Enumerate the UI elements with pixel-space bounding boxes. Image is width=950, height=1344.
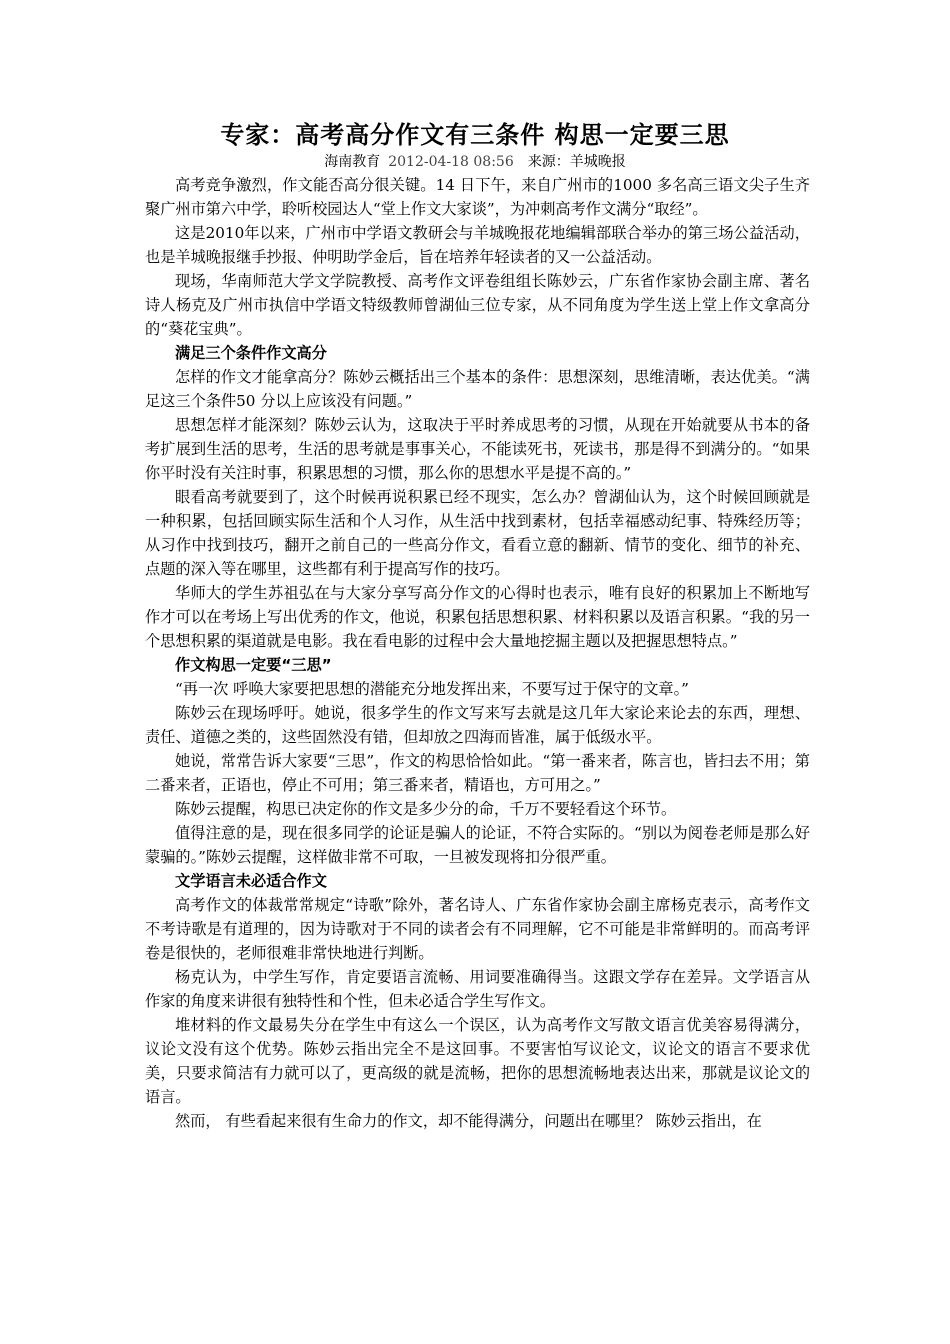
paragraph: 她说，常常告诉大家要“三思”，作文的构思恰恰如此。“第一番来者，陈言也，皆扫去不用；第二番来者，正语也，停止不可用；第三番来者，精语也，方可用之。” bbox=[145, 752, 810, 794]
paragraph: 怎样的作文才能拿高分？陈妙云概括出三个基本的条件：思想深刻，思维清晰，表达优美。“满足这三个条件50 分以上应该没有问题。” bbox=[145, 368, 810, 410]
paragraph: 高考竞争激烈，作文能否高分很关键。14 日下午，来自广州市的1000 多名高三语文尖子生齐聚广州市第六中学，聆听校园达人“堂上作文大家谈”，为冲刺高考作文满分“取经”。 bbox=[145, 176, 810, 218]
paragraph: 陈妙云在现场呼吁。她说，很多学生的作文写来写去就是这几年大家论来论去的东西，理想、责任、道德之类的，这些固然没有错，但却放之四海而皆准，属于低级水平。 bbox=[145, 704, 810, 746]
article-body bbox=[145, 173, 810, 1133]
paragraph: 杨克认为，中学生写作，肯定要语言流畅、用词要准确得当。这跟文学存在差异。文学语言从作家的角度来讲很有独特性和个性，但未必适合学生写作文。 bbox=[145, 968, 810, 1010]
article-byline bbox=[0, 153, 950, 171]
paragraph: 然而， 有些看起来很有生命力的作文，却不能得满分，问题出在哪里？ 陈妙云指出，在 bbox=[175, 1112, 762, 1130]
paragraph: “再一次 呼唤大家要把思想的潜能充分地发挥出来，不要写过于保守的文章。” bbox=[175, 680, 689, 698]
article-site: 海南教育 bbox=[324, 154, 381, 170]
paragraph: 华师大的学生苏祖弘在与大家分享写高分作文的心得时也表示，唯有良好的积累加上不断地写作才可以在考场上写出优秀的作文，他说，积累包括思想积累、材料积累以及语言积累。“我的另一个思想积累的渠道就是电影。我在看电影的过程中会大量地挖掘主题以及把握思想特点。” bbox=[145, 584, 810, 650]
section-heading: 文学语言未必适合作文 bbox=[175, 872, 327, 890]
paragraph: 现场，华南师范大学文学院教授、高考作文评卷组组长陈妙云，广东省作家协会副主席、著名诗人杨克及广州市执信中学语文特级教师曾湖仙三位专家，从不同角度为学生送上堂上作文拿高分的“葵花宝典”。 bbox=[145, 272, 810, 338]
paragraph: 陈妙云提醒，构思已决定你的作文是多少分的命，千万不要轻看这个环节。 bbox=[175, 800, 677, 818]
section-heading: 满足三个条件作文高分 bbox=[175, 344, 327, 362]
paragraph: 高考作文的体裁常常规定“诗歌”除外，著名诗人、广东省作家协会副主席杨克表示，高考作文不考诗歌是有道理的，因为诗歌对于不同的读者会有不同理解，它不可能是非常鲜明的。而高考评卷是很快的，老师很难非常快地进行判断。 bbox=[145, 896, 810, 962]
paragraph: 思想怎样才能深刻？陈妙云认为，这取决于平时养成思考的习惯，从现在开始就要从书本的备考扩展到生活的思考，生活的思考就是事事关心，不能读死书，死读书，那是得不到满分的。“如果你平时没有关注时事，积累思想的习惯，那么你的思想水平是提不高的。” bbox=[145, 416, 810, 482]
paragraph: 值得注意的是，现在很多同学的论证是骗人的论证，不符合实际的。“别以为阅卷老师是那么好蒙骗的。”陈妙云提醒，这样做非常不可取，一旦被发现将扣分很严重。 bbox=[145, 824, 810, 866]
section-heading: 作文构思一定要“三思” bbox=[175, 656, 332, 674]
paragraph: 这是2010年以来，广州市中学语文教研会与羊城晚报花地编辑部联合举办的第三场公益活动，也是羊城晚报继手抄报、仲明助学金后，旨在培养年轻读者的又一公益活动。 bbox=[145, 224, 810, 266]
article-source: 来源：羊城晚报 bbox=[527, 154, 626, 170]
article-datetime: 2012-04-18 08:56 bbox=[388, 154, 514, 170]
paragraph: 眼看高考就要到了，这个时候再说积累已经不现实，怎么办？曾湖仙认为，这个时候回顾就是一种积累，包括回顾实际生活和个人习作，从生活中找到素材，包括幸福感动纪事、特殊经历等；从习作中找到技巧，翻开之前自己的一些高分作文，看看立意的翻新、情节的变化、细节的补充、点题的深入等在哪里，这些都有利于提高写作的技巧。 bbox=[145, 488, 810, 578]
article-title: 专家：高考高分作文有三条件 构思一定要三思 bbox=[220, 121, 730, 149]
paragraph: 堆材料的作文最易失分在学生中有这么一个误区，认为高考作文写散文语言优美容易得满分，议论文没有这个优势。陈妙云指出完全不是这回事。不要害怕写议论文，议论文的语言不要求优美，只要求简洁有力就可以了，更高级的就是流畅，把你的思想流畅地表达出来，那就是议论文的语言。 bbox=[145, 1016, 810, 1106]
